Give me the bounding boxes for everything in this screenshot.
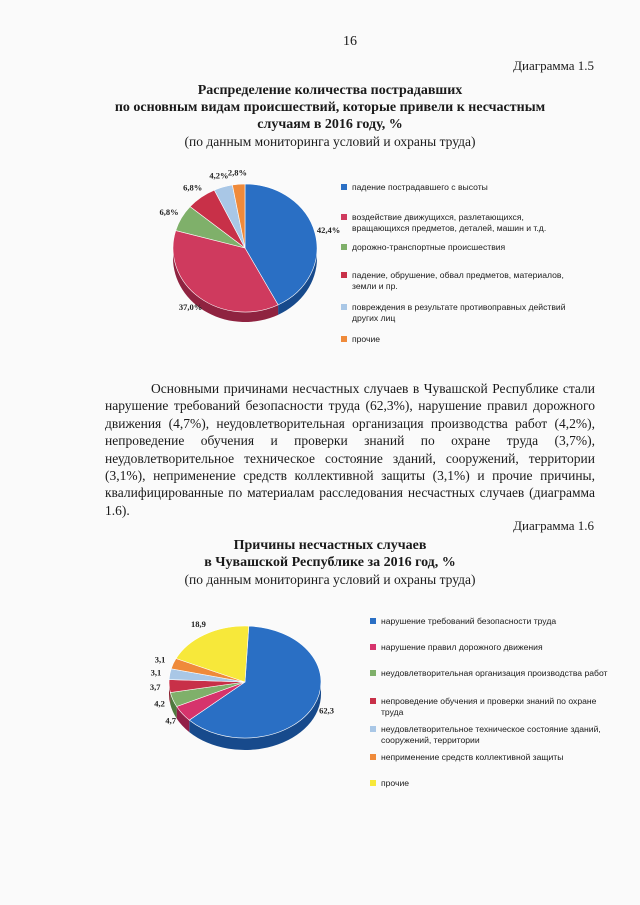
legend-item-2-6 [370,778,610,789]
pie-chart-1-5 [140,160,350,350]
legend-text: неудовлетворительная организация производства работ [381,668,608,678]
legend-item-2-2 [370,668,610,679]
pie-label-1-0: 42,4% [316,225,341,236]
pie-label-1-1: 37,0% [178,301,203,312]
pie-label-2-0: 62,3 [319,705,335,716]
legend-swatch [341,214,347,220]
legend-text: дорожно-транспортные происшествия [352,242,506,252]
diagram-1-5-subtitle: (по данным мониторинга условий и охраны труда) [184,134,476,149]
title-line: в Чувашской Республике за 2016 год, % [204,555,456,570]
diagram-1-5-label: Диаграмма 1.5 [513,58,594,73]
paragraph-text: Основными причинами несчастных случаев в Чувашской Республике стали нарушение требований безопасности труда (62,3%), нарушение правил дорожного движения (4,7%), неудовлетворительная организация производства работ (4,2%), непроведение обучения и проверки знаний по охране труда (3,7%), неудовлетворительное техническое состояние зданий, сооружений, территории (3,1%), неприменение средств коллективной защиты (3,1%) и прочие причины, квалифицированные по материалам расследования несчастных случаев (диаграмма 1.6). [105,381,595,518]
body-paragraph [105,380,595,519]
legend-swatch [370,644,376,650]
title-line: Распределение количества пострадавших [197,83,463,98]
legend-item-2-1 [370,642,610,653]
pie-label-2-5: 3,1 [154,654,166,665]
legend-swatch [370,670,376,676]
legend-text: нарушение правил дорожного движения [381,642,543,652]
legend-swatch [341,244,347,250]
pie-label-1-2: 6,8% [159,207,179,218]
pie-label-1-3: 6,8% [183,182,203,193]
legend-text: прочие [381,778,410,788]
legend-item-1-3 [341,270,581,292]
legend-text: неудовлетворительное техническое состояние зданий, сооружений, территории [381,724,601,745]
pie-chart-1-6 [140,610,350,780]
diagram-1-5-title [80,82,580,133]
legend-1-6 [370,614,608,804]
legend-text: повреждения в результате противоправных действий других лиц [352,302,566,323]
legend-item-1-4 [341,302,581,324]
diagram-1-6-label: Диаграмма 1.6 [513,518,594,533]
legend-swatch [341,304,347,310]
legend-item-1-5 [341,334,581,345]
pie-label-1-5: 2,8% [227,167,248,178]
title-line: Причины несчастных случаев [233,538,427,553]
legend-item-2-4 [370,724,610,746]
title-line: по основным видам происшествий, которые привели к несчастным [114,100,546,115]
pie-label-2-6: 18,9 [191,618,206,629]
legend-1-5 [341,178,586,358]
legend-swatch [341,184,347,190]
legend-item-1-2 [341,242,581,253]
pie-label-2-3: 3,7 [149,681,161,692]
legend-text: нарушение требований безопасности труда [381,616,557,626]
legend-swatch [370,780,376,786]
legend-text: падение, обрушение, обвал предметов, материалов, земли и пр. [352,270,564,291]
legend-swatch [341,272,347,278]
legend-text: неприменение средств коллективной защиты [381,752,564,762]
legend-swatch [341,336,347,342]
legend-item-2-5 [370,752,610,763]
legend-item-1-1 [341,212,581,234]
diagram-1-6-title [80,537,580,571]
legend-text: прочие [352,334,381,344]
pie-label-1-4: 4,2% [209,170,229,181]
pie-label-2-2: 4,2 [154,698,165,709]
title-line: случаям в 2016 году, % [257,117,403,132]
pie-label-2-1: 4,7 [165,715,177,726]
legend-item-1-0 [341,182,581,193]
legend-item-2-3 [370,696,610,718]
legend-text: непроведение обучения и проверки знаний по охране труда [381,696,597,717]
legend-text: воздействие движущихся, разлетающихся, вращающихся предметов, деталей, машин и т.д. [352,212,547,233]
legend-swatch [370,726,376,732]
pie-label-2-4: 3,1 [150,667,162,678]
page-number: 16 [343,34,357,49]
legend-item-2-0 [370,616,610,627]
diagram-1-6-subtitle: (по данным мониторинга условий и охраны труда) [184,572,476,587]
legend-swatch [370,698,376,704]
legend-swatch [370,618,376,624]
legend-swatch [370,754,376,760]
legend-text: падение пострадавшего с высоты [352,182,488,192]
